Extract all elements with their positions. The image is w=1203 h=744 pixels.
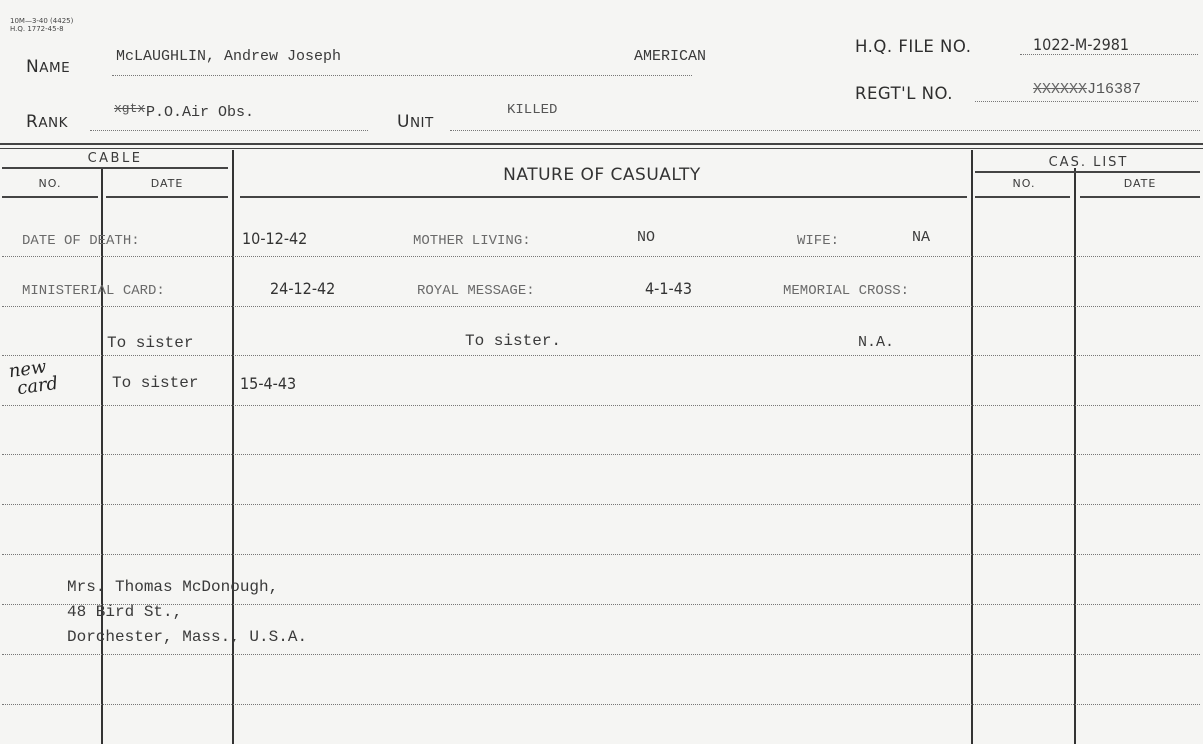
rank-label-initial: R bbox=[26, 112, 39, 132]
address-line-3: Dorchester, Mass., U.S.A. bbox=[67, 628, 308, 646]
royal-message-recipient: To sister. bbox=[465, 332, 562, 350]
header-bottom-rule-cable-date bbox=[106, 196, 228, 198]
divider-cable-no-date bbox=[101, 168, 103, 744]
hq-file-label: H.Q. FILE NO. bbox=[855, 37, 972, 56]
royal-message-label: ROYAL MESSAGE: bbox=[417, 283, 535, 299]
top-double-rule-1 bbox=[0, 143, 1203, 145]
rank-dotted-line bbox=[90, 130, 368, 131]
row-line-6 bbox=[2, 504, 1200, 505]
cable-date-header: DATE bbox=[150, 177, 184, 190]
cable-header: CABLE bbox=[87, 151, 143, 166]
row-line-10 bbox=[2, 704, 1200, 705]
ministerial-card-label: MINISTERIAL CARD: bbox=[22, 283, 165, 299]
row-line-1 bbox=[2, 256, 1200, 257]
regtl-no-value bbox=[1033, 81, 1141, 98]
cas-date-header: DATE bbox=[1123, 177, 1157, 190]
name-dotted-line bbox=[112, 75, 692, 76]
wife-value: NA bbox=[912, 229, 931, 246]
print-code-line-1: 10M—3-40 (4425) bbox=[10, 17, 74, 25]
unit-label-rest: NIT bbox=[409, 115, 434, 131]
name-label bbox=[26, 57, 70, 77]
rank-label-rest: ANK bbox=[38, 115, 68, 131]
unit-value: KILLED bbox=[507, 102, 558, 118]
top-double-rule-2 bbox=[0, 148, 1203, 149]
name-label-rest: AME bbox=[39, 60, 71, 76]
name-label-initial: N bbox=[26, 57, 40, 77]
unit-dotted-line bbox=[450, 130, 1200, 131]
memorial-cross-label: MEMORIAL CROSS: bbox=[783, 283, 910, 299]
mother-living-label: MOTHER LIVING: bbox=[413, 233, 531, 249]
new-card-date: 15-4-43 bbox=[240, 374, 297, 393]
header-bottom-rule-cas-date bbox=[1080, 196, 1200, 198]
row-line-3 bbox=[2, 355, 1200, 356]
regtl-dotted-line bbox=[975, 101, 1198, 102]
cable-subheader-rule bbox=[2, 167, 228, 169]
header-bottom-rule-cable-no bbox=[2, 196, 98, 198]
new-card-recipient: To sister bbox=[112, 374, 199, 392]
address-line-1: Mrs. Thomas McDonough, bbox=[67, 578, 279, 596]
ministerial-card-value: 24-12-42 bbox=[270, 279, 336, 298]
row-line-4 bbox=[2, 405, 1200, 406]
name-value: McLAUGHLIN, Andrew Joseph bbox=[116, 48, 342, 65]
unit-label bbox=[397, 112, 434, 132]
hq-file-dotted-line bbox=[1020, 54, 1198, 55]
nationality-value: AMERICAN bbox=[634, 48, 707, 65]
row-line-7 bbox=[2, 554, 1200, 555]
divider-cas-no-date bbox=[1074, 168, 1076, 744]
header-bottom-rule-cas-no bbox=[975, 196, 1070, 198]
row-line-5 bbox=[2, 454, 1200, 455]
rank-value: P.O.Air Obs. bbox=[146, 104, 255, 121]
address-line-2: 48 Bird St., bbox=[67, 603, 183, 621]
row-line-9 bbox=[2, 654, 1200, 655]
date-of-death-label: DATE OF DEATH: bbox=[22, 233, 140, 249]
next-of-kin-address bbox=[67, 575, 307, 650]
regtl-number: J16387 bbox=[1087, 81, 1142, 98]
ministerial-card-recipient: To sister bbox=[107, 334, 194, 352]
handwritten-note-line-1: new bbox=[7, 356, 48, 383]
regtl-no-label: REGT'L NO. bbox=[855, 84, 954, 103]
royal-message-value: 4-1-43 bbox=[645, 279, 693, 298]
header-bottom-rule-nature bbox=[240, 196, 967, 198]
mother-living-value: NO bbox=[637, 229, 656, 246]
handwritten-note-line-2: card bbox=[15, 372, 60, 400]
row-line-2 bbox=[2, 306, 1200, 307]
rank-struck-text: xgtx bbox=[114, 101, 146, 116]
regtl-struck-text: XXXXXX bbox=[1033, 81, 1088, 98]
form-print-code bbox=[10, 17, 73, 33]
nature-of-casualty-header: NATURE OF CASUALTY bbox=[503, 165, 701, 185]
cas-no-header: NO. bbox=[1012, 177, 1036, 190]
cas-list-header: CAS. LIST bbox=[1048, 155, 1129, 170]
cas-list-subheader-rule bbox=[975, 171, 1200, 173]
cable-no-header: NO. bbox=[38, 177, 62, 190]
print-code-line-2: H.Q. 1772-45-8 bbox=[10, 25, 64, 33]
wife-label: WIFE: bbox=[797, 233, 840, 249]
hq-file-value: 1022-M-2981 bbox=[1033, 35, 1130, 54]
memorial-cross-value: N.A. bbox=[858, 334, 895, 351]
handwritten-new-card-note bbox=[8, 357, 60, 399]
rank-label bbox=[26, 112, 68, 132]
date-of-death-value: 10-12-42 bbox=[242, 229, 308, 248]
unit-label-initial: U bbox=[397, 112, 410, 132]
